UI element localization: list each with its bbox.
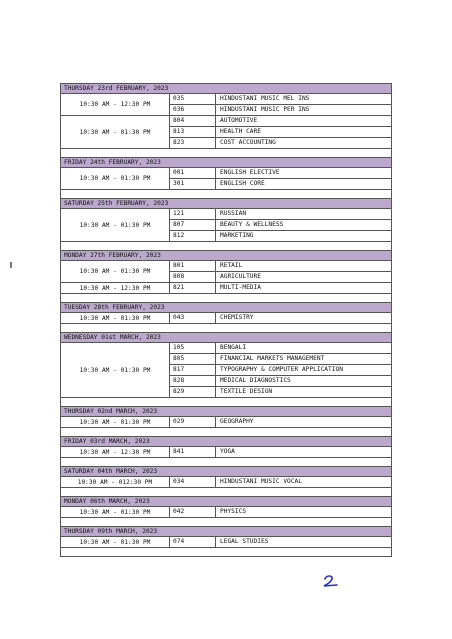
subject-row	[170, 168, 391, 179]
day-block	[61, 496, 391, 526]
subject-code: 808	[170, 272, 216, 282]
subject-row	[170, 105, 391, 115]
subject-name: RUSSIAN	[220, 210, 247, 217]
subject-name: TYPOGRAPHY & COMPUTER APPLICATION	[220, 366, 343, 373]
subject-name: MULTI-MEDIA	[220, 284, 261, 291]
subject-row	[170, 94, 391, 105]
subject-name: LEGAL STUDIES	[220, 538, 269, 545]
subject-row	[170, 220, 391, 231]
time-slot: 10:30 AM - 01:30 PM	[61, 209, 170, 241]
time-slot: 10:30 AM - 01:30 PM	[61, 507, 170, 517]
day-spacer	[61, 428, 391, 436]
time-group	[61, 447, 391, 458]
time-group	[61, 168, 391, 190]
time-group	[61, 537, 391, 548]
time-slot: 10:30 AM - 12:30 PM	[61, 94, 170, 115]
day-spacer	[61, 398, 391, 406]
day-header: TUESDAY 28th FEBRUARY, 2023	[61, 303, 391, 313]
subject-code: 035	[170, 94, 216, 104]
scan-mark	[10, 262, 12, 268]
subject-name: COST ACCOUNTING	[220, 139, 276, 146]
time-slot: 10:30 AM - 01:30 PM	[61, 313, 170, 323]
time-slot: 10:30 AM - 12:30 PM	[61, 447, 170, 457]
day-spacer	[61, 458, 391, 466]
time-slot: 10:30 AM - 01:30 PM	[61, 261, 170, 282]
subject-name: FINANCIAL MARKETS MANAGEMENT	[220, 355, 325, 362]
day-header: FRIDAY 24th FEBRUARY, 2023	[61, 158, 391, 168]
subject-row	[170, 365, 391, 376]
day-spacer	[61, 190, 391, 198]
day-block	[61, 406, 391, 436]
subject-code: 074	[170, 537, 216, 547]
day-block	[61, 157, 391, 198]
subject-row	[170, 447, 391, 457]
time-slot: 10:30 AM - 01:30 PM	[61, 343, 170, 397]
subject-row	[170, 138, 391, 148]
subject-row	[170, 354, 391, 365]
subject-row	[170, 209, 391, 220]
subject-name: MARKETING	[220, 232, 254, 239]
day-spacer	[61, 518, 391, 526]
subject-code: 301	[170, 179, 216, 189]
subject-code: 821	[170, 283, 216, 293]
subject-name: CHEMISTRY	[220, 314, 254, 321]
subject-name: BENGALI	[220, 344, 247, 351]
subject-row	[170, 507, 391, 517]
subject-row	[170, 537, 391, 547]
day-block	[61, 250, 391, 302]
time-group	[61, 261, 391, 283]
subject-code: 043	[170, 313, 216, 323]
subject-code: 121	[170, 209, 216, 219]
time-group	[61, 507, 391, 518]
subject-name: HINDUSTANI MUSIC VOCAL	[220, 478, 302, 485]
subject-code: 804	[170, 116, 216, 126]
subject-row	[170, 261, 391, 272]
handwritten-page-number	[322, 574, 340, 588]
time-slot: 10:30 AM - 01:30 PM	[61, 417, 170, 427]
day-header: WEDNESDAY 01st MARCH, 2023	[61, 333, 391, 343]
subject-row	[170, 283, 391, 293]
subject-code: 036	[170, 105, 216, 115]
subject-code: 805	[170, 354, 216, 364]
time-group	[61, 116, 391, 149]
subject-code: 034	[170, 477, 216, 487]
day-block	[61, 436, 391, 466]
subject-code: 029	[170, 417, 216, 427]
time-group	[61, 417, 391, 428]
subject-row	[170, 116, 391, 127]
subject-code: 001	[170, 168, 216, 178]
time-slot: 10:30 AM - 01:30 PM	[61, 537, 170, 547]
day-header: SATURDAY 04th MARCH, 2023	[61, 467, 391, 477]
subject-name: HINDUSTANI MUSIC MEL INS	[220, 95, 310, 102]
subject-row	[170, 477, 391, 487]
subject-code: 812	[170, 231, 216, 241]
day-spacer	[61, 242, 391, 250]
subject-row	[170, 343, 391, 354]
subject-name: HEALTH CARE	[220, 128, 261, 135]
day-header: MONDAY 06th MARCH, 2023	[61, 497, 391, 507]
subject-name: BEAUTY & WELLNESS	[220, 221, 284, 228]
subject-code: 042	[170, 507, 216, 517]
subject-row	[170, 179, 391, 189]
subject-code: 801	[170, 261, 216, 271]
time-group	[61, 477, 391, 488]
subject-name: ENGLISH CORE	[220, 180, 265, 187]
subject-code: 829	[170, 387, 216, 397]
day-spacer	[61, 294, 391, 302]
subject-code: 105	[170, 343, 216, 353]
subject-name: HINDUSTANI MUSIC PER INS	[220, 106, 310, 113]
time-slot: 10:30 AM - 01:30 PM	[61, 116, 170, 148]
subject-name: RETAIL	[220, 262, 243, 269]
subject-row	[170, 376, 391, 387]
day-block	[61, 332, 391, 406]
day-block	[61, 466, 391, 496]
subject-name: GEOGRAPHY	[220, 418, 254, 425]
day-block	[61, 198, 391, 250]
exam-schedule-table	[60, 83, 392, 557]
day-header: THURSDAY 23rd FEBRUARY, 2023	[61, 84, 391, 94]
subject-name: PHYSICS	[220, 508, 247, 515]
subject-name: AUTOMOTIVE	[220, 117, 258, 124]
day-header: THURSDAY 09th MARCH, 2023	[61, 527, 391, 537]
day-spacer	[61, 548, 391, 556]
subject-name: TEXTILE DESIGN	[220, 388, 273, 395]
subject-row	[170, 417, 391, 427]
time-slot: 10:30 AM - 01:30 PM	[61, 168, 170, 189]
subject-row	[170, 272, 391, 282]
subject-name: MEDICAL DIAGNOSTICS	[220, 377, 291, 384]
subject-code: 807	[170, 220, 216, 230]
subject-row	[170, 387, 391, 397]
day-header: SATURDAY 25th FEBRUARY, 2023	[61, 199, 391, 209]
time-slot: 10:30 AM - 12:30 PM	[61, 283, 170, 293]
time-group	[61, 283, 391, 294]
subject-code: 841	[170, 447, 216, 457]
day-block	[61, 84, 391, 157]
subject-row	[170, 313, 391, 323]
time-group	[61, 94, 391, 116]
time-group	[61, 313, 391, 324]
day-spacer	[61, 488, 391, 496]
time-group	[61, 209, 391, 242]
subject-name: YOGA	[220, 448, 235, 455]
day-spacer	[61, 324, 391, 332]
day-block	[61, 526, 391, 556]
day-block	[61, 302, 391, 332]
day-header: MONDAY 27th FEBRUARY, 2023	[61, 251, 391, 261]
day-header: THURSDAY 02nd MARCH, 2023	[61, 407, 391, 417]
subject-name: AGRICULTURE	[220, 273, 261, 280]
time-slot: 10:30 AM - 012:30 PM	[61, 477, 170, 487]
day-header: FRIDAY 03rd MARCH, 2023	[61, 437, 391, 447]
time-group	[61, 343, 391, 398]
subject-code: 817	[170, 365, 216, 375]
day-spacer	[61, 149, 391, 157]
subject-name: ENGLISH ELECTIVE	[220, 169, 280, 176]
subject-code: 813	[170, 127, 216, 137]
subject-row	[170, 231, 391, 241]
subject-row	[170, 127, 391, 138]
subject-code: 828	[170, 376, 216, 386]
subject-code: 823	[170, 138, 216, 148]
